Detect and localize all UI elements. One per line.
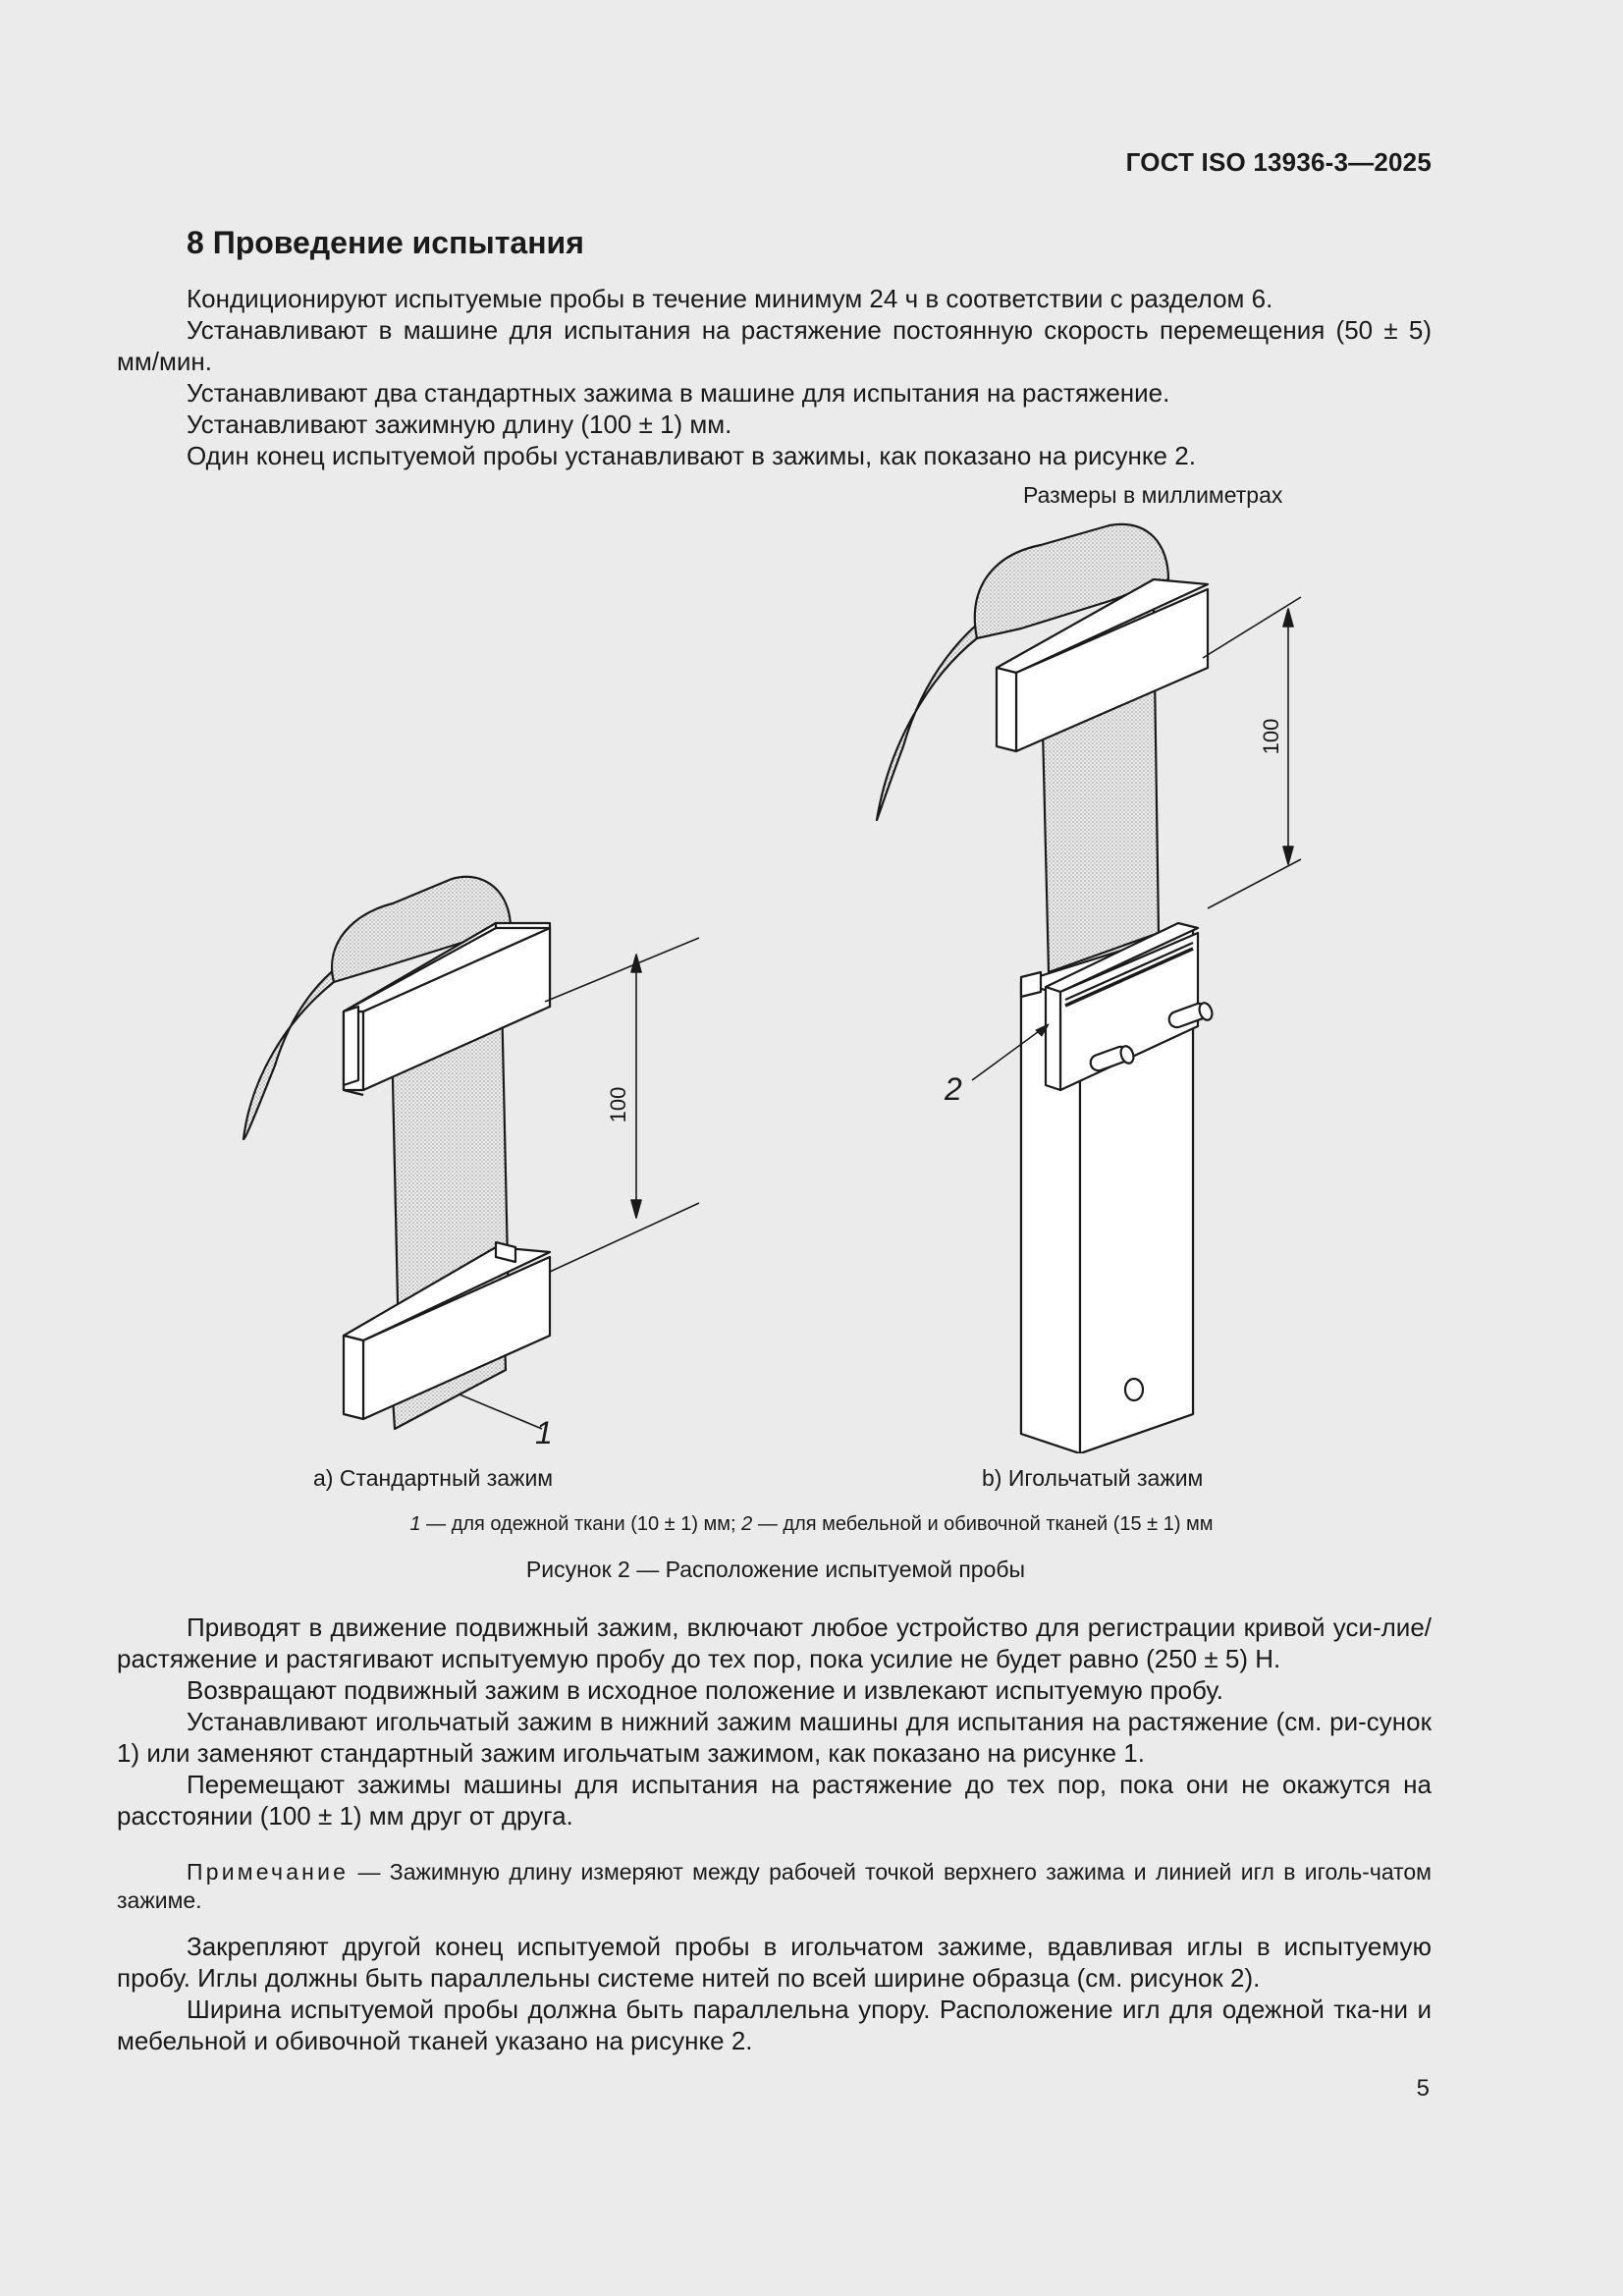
intro-text <box>117 283 1432 471</box>
paragraph: Возвращают подвижный зажим в исходное положение и извлекают испытуемую пробу. <box>187 1675 1223 1705</box>
paragraph: Ширина испытуемой пробы должна быть параллельна упору. Расположение игл для одежной тка-ни и мебельной и обивочной тканей указано на рисунке 2. <box>117 1995 1432 2055</box>
paragraph: Перемещают зажимы машины для испытания на растяжение до тех пор, пока они не окажутся на расстоянии (100 ± 1) мм друг от друга. <box>117 1770 1432 1831</box>
needle-clamp-drawing <box>877 524 1301 1453</box>
standard-code: ГОСТ ISO 13936-3—2025 <box>1125 147 1432 177</box>
caption-standard-clamp: a) Стандартный зажим <box>313 1465 554 1491</box>
dimension-100-b <box>1203 597 1301 908</box>
paragraph: Устанавливают зажимную длину (100 ± 1) мм. <box>187 410 732 439</box>
paragraph: Закрепляют другой конец испытуемой пробы в игольчатом зажиме, вдавливая иглы в испытуемую пробу. Иглы должны быть параллельны системе нитей по всей ширине образца (см. рисунок 2). <box>117 1932 1432 1993</box>
paragraph: Кондиционируют испытуемые пробы в течение минимум 24 ч в соответствии с разделом 6. <box>187 284 1273 313</box>
figure-title: Рисунок 2 — Расположение испытуемой пробы <box>525 1557 1026 1582</box>
section-title: 8 Проведение испытания <box>187 225 584 260</box>
body-text-2 <box>117 1931 1432 2056</box>
leader-1 <box>460 1394 542 1429</box>
bolt-hole <box>1125 1379 1143 1400</box>
note-text: — Зажимную длину измеряют между рабочей точкой верхнего зажима и линией игл в иголь-чатом зажиме. <box>117 1859 1432 1913</box>
page-number: 5 <box>1416 2075 1430 2102</box>
units-note: Размеры в миллиметрах <box>1023 482 1283 508</box>
paragraph: Один конец испытуемой пробы устанавливают в зажимы, как показано на рисунке 2. <box>187 441 1196 470</box>
note-label: Примечание <box>187 1859 350 1885</box>
legend-number-2: 2 <box>741 1513 753 1535</box>
legend-text-1: — для одежной ткани (10 ± 1) мм; <box>420 1513 742 1535</box>
standard-clamp-drawing <box>243 877 699 1429</box>
caption-needle-clamp: b) Игольчатый зажим <box>982 1465 1204 1491</box>
legend-number-1: 1 <box>409 1513 421 1535</box>
paragraph: Устанавливают два стандартных зажима в машине для испытания на растяжение. <box>187 378 1170 408</box>
legend-text-2: — для мебельной и обивочной тканей (15 ± 1) мм <box>752 1513 1214 1535</box>
figure-legend <box>0 1513 1623 1536</box>
paragraph: Приводят в движение подвижный зажим, включают любое устройство для регистрации кривой уси-лие/растяжение и растягивают испытуемую пробу до тех пор, пока усилие не будет равно (250 ± 5) Н. <box>117 1613 1432 1673</box>
body-text-1 <box>117 1612 1432 1831</box>
dim-label-a: 100 <box>606 1086 630 1123</box>
note <box>117 1858 1432 1915</box>
dim-label-b: 100 <box>1259 718 1283 755</box>
paragraph: Устанавливают игольчатый зажим в нижний зажим машины для испытания на растяжение (см. ри-сунок 1) или заменяют стандартный зажим игольчатым зажимом, как показано на рисунке 1. <box>117 1707 1432 1768</box>
figure-2-drawing <box>0 511 1623 1453</box>
callout-1: 1 <box>535 1415 553 1450</box>
callout-2: 2 <box>945 1071 962 1107</box>
paragraph: Устанавливают в машине для испытания на растяжение постоянную скорость перемещения (50 ± 5) мм/мин. <box>117 315 1432 376</box>
